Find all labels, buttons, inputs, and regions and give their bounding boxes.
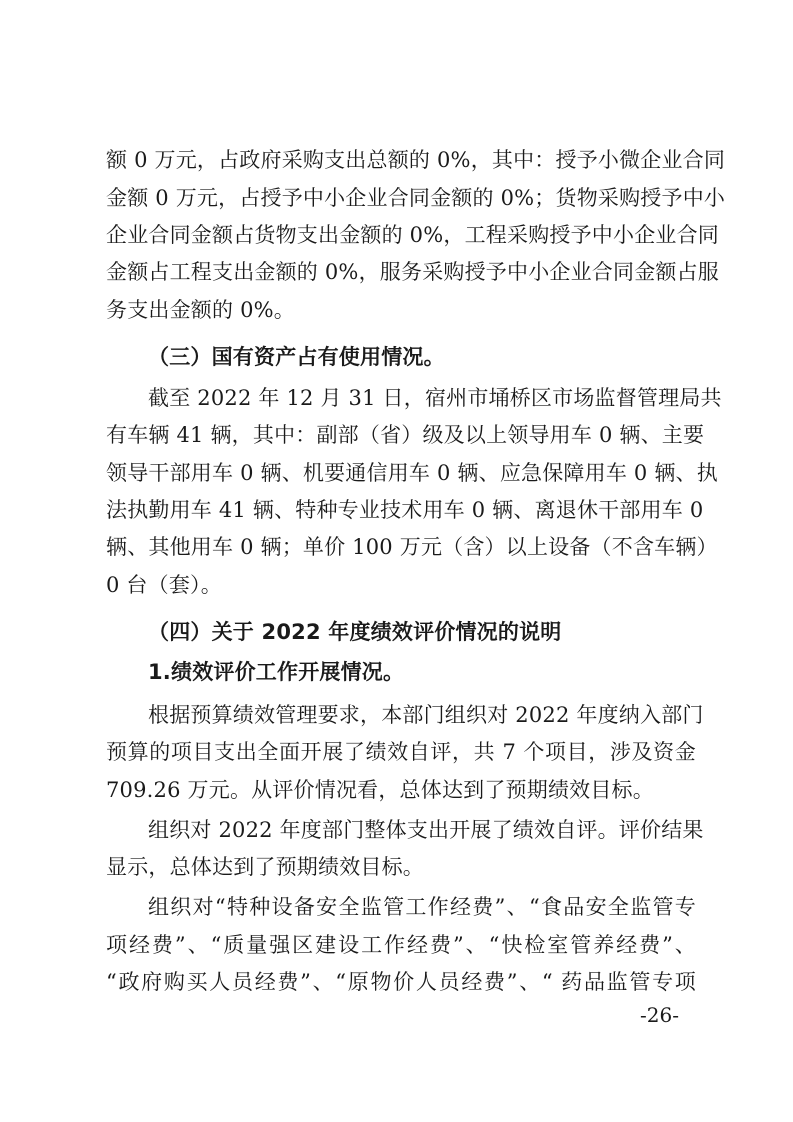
- paragraph-line: 根据预算绩效管理要求，本部门组织对 2022 年度纳入部门: [148, 703, 704, 727]
- paragraph-line: 金额占工程支出金额的 0%，服务采购授予中小企业合同金额占服: [106, 260, 719, 284]
- section-heading-3: （三）国有资产占有使用情况。: [148, 345, 445, 369]
- paragraph-line: 辆、其他用车 0 辆；单价 100 万元（含）以上设备（不含车辆）: [106, 535, 718, 559]
- paragraph-line: 有车辆 41 辆，其中：副部（省）级及以上领导用车 0 辆、主要: [106, 423, 705, 447]
- paragraph-line: 预算的项目支出全面开展了绩效自评，共 7 个项目，涉及资金: [106, 740, 696, 764]
- subsection-heading: 1.绩效评价工作开展情况。: [148, 660, 405, 684]
- paragraph-line: 0 台（套）。: [106, 573, 222, 597]
- paragraph-line: 显示，总体达到了预期绩效目标。: [106, 855, 424, 879]
- paragraph-line: 金额 0 万元，占授予中小企业合同金额的 0%；货物采购授予中小: [106, 186, 726, 210]
- paragraph-line: 领导干部用车 0 辆、机要通信用车 0 辆、应急保障用车 0 辆、执: [106, 461, 718, 485]
- paragraph-line: 法执勤用车 41 辆、特种专业技术用车 0 辆、离退休干部用车 0: [106, 498, 704, 522]
- paragraph-line: 项经费”、“质量强区建设工作经费”、“快检室管养经费”、: [106, 933, 696, 957]
- paragraph-line: 企业合同金额占货物支出金额的 0%，工程采购授予中小企业合同: [106, 223, 719, 247]
- paragraph-line: 组织对“特种设备安全监管工作经费”、“食品安全监管专: [148, 895, 696, 919]
- paragraph-line: 组织对 2022 年度部门整体支出开展了绩效自评。评价结果: [148, 818, 704, 842]
- paragraph-line: 截至 2022 年 12 月 31 日，宿州市埇桥区市场监督管理局共: [148, 386, 722, 410]
- paragraph-line: 额 0 万元，占政府采购支出总额的 0%，其中：授予小微企业合同: [106, 148, 726, 172]
- paragraph-line: 务支出金额的 0%。: [106, 298, 295, 322]
- page-number: -26-: [640, 1003, 679, 1027]
- paragraph-line: 709.26 万元。从评价情况看，总体达到了预期绩效目标。: [106, 778, 654, 802]
- paragraph-line: “政府购买人员经费”、“原物价人员经费”、“ 药品监管专项: [106, 970, 696, 994]
- section-heading-4: （四）关于 2022 年度绩效评价情况的说明: [148, 620, 562, 644]
